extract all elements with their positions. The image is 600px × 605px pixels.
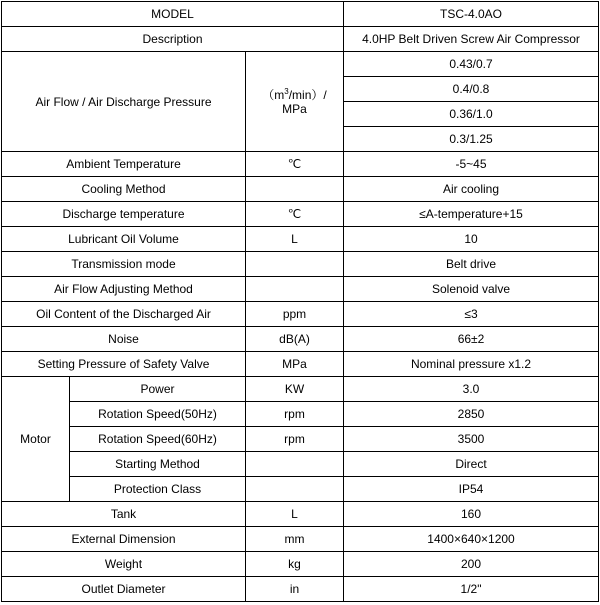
motor-sub-label: Starting Method [70, 452, 246, 477]
spec-label: Lubricant Oil Volume [2, 227, 246, 252]
motor-sub-unit: rpm [246, 402, 344, 427]
spec-row [2, 327, 599, 352]
spec-row [2, 227, 599, 252]
spec-row [2, 352, 599, 377]
spec-value: 1/2" [344, 577, 599, 602]
spec-label: Transmission mode [2, 252, 246, 277]
motor-sub-value: Direct [344, 452, 599, 477]
airflow-unit-sup: 3 [284, 86, 289, 96]
spec-unit [246, 277, 344, 302]
motor-row [2, 427, 599, 452]
motor-sub-unit [246, 477, 344, 502]
spec-value: Solenoid valve [344, 277, 599, 302]
spec-unit: dB(A) [246, 327, 344, 352]
spec-unit: ℃ [246, 202, 344, 227]
spec-unit: kg [246, 552, 344, 577]
motor-sub-label: Rotation Speed(60Hz) [70, 427, 246, 452]
motor-row [2, 377, 599, 402]
spec-row [2, 277, 599, 302]
spec-row [2, 252, 599, 277]
spec-value: 160 [344, 502, 599, 527]
motor-sub-label: Rotation Speed(50Hz) [70, 402, 246, 427]
spec-unit: L [246, 502, 344, 527]
motor-sub-label: Protection Class [70, 477, 246, 502]
airflow-value: 0.43/0.7 [344, 52, 599, 77]
spec-unit: ppm [246, 302, 344, 327]
spec-row [2, 502, 599, 527]
motor-label: Motor [2, 377, 70, 502]
spec-label: Cooling Method [2, 177, 246, 202]
spec-label: Discharge temperature [2, 202, 246, 227]
spec-row [2, 577, 599, 602]
motor-sub-unit: rpm [246, 427, 344, 452]
spec-row [2, 527, 599, 552]
spec-value: ≤A-temperature+15 [344, 202, 599, 227]
spec-table [1, 1, 599, 602]
spec-value: -5~45 [344, 152, 599, 177]
spec-unit: L [246, 227, 344, 252]
spec-label: Setting Pressure of Safety Valve [2, 352, 246, 377]
spec-label: Oil Content of the Discharged Air [2, 302, 246, 327]
spec-label: Ambient Temperature [2, 152, 246, 177]
motor-sub-unit: KW [246, 377, 344, 402]
spec-value: 200 [344, 552, 599, 577]
airflow-unit-line2: MPa [282, 101, 307, 116]
model-label: MODEL [2, 2, 344, 27]
spec-label: Tank [2, 502, 246, 527]
spec-unit: ℃ [246, 152, 344, 177]
motor-sub-value: IP54 [344, 477, 599, 502]
spec-value: 10 [344, 227, 599, 252]
airflow-unit [246, 52, 344, 152]
motor-row [2, 402, 599, 427]
spec-unit [246, 177, 344, 202]
spec-label: Outlet Diameter [2, 577, 246, 602]
motor-row [2, 477, 599, 502]
airflow-unit-prefix: （m [262, 87, 285, 102]
airflow-unit-suffix: /min）/ [288, 87, 327, 102]
spec-row [2, 202, 599, 227]
motor-sub-label: Power [70, 377, 246, 402]
spec-value: Nominal pressure x1.2 [344, 352, 599, 377]
spec-row [2, 552, 599, 577]
airflow-value: 0.36/1.0 [344, 102, 599, 127]
spec-unit [246, 252, 344, 277]
spec-value: Air cooling [344, 177, 599, 202]
airflow-value: 0.4/0.8 [344, 77, 599, 102]
spec-label: External Dimension [2, 527, 246, 552]
spec-label: Weight [2, 552, 246, 577]
motor-sub-value: 3500 [344, 427, 599, 452]
motor-sub-value: 3.0 [344, 377, 599, 402]
spec-label: Air Flow Adjusting Method [2, 277, 246, 302]
spec-row [2, 302, 599, 327]
airflow-row [2, 52, 599, 77]
spec-unit: mm [246, 527, 344, 552]
spec-value: Belt drive [344, 252, 599, 277]
description-row [2, 27, 599, 52]
model-value: TSC-4.0AO [344, 2, 599, 27]
spec-row [2, 152, 599, 177]
description-label: Description [2, 27, 344, 52]
airflow-value: 0.3/1.25 [344, 127, 599, 152]
model-row [2, 2, 599, 27]
motor-sub-value: 2850 [344, 402, 599, 427]
spec-value: 1400×640×1200 [344, 527, 599, 552]
description-value: 4.0HP Belt Driven Screw Air Compressor [344, 27, 599, 52]
spec-value: 66±2 [344, 327, 599, 352]
spec-unit: in [246, 577, 344, 602]
spec-value: ≤3 [344, 302, 599, 327]
motor-row [2, 452, 599, 477]
spec-row [2, 177, 599, 202]
motor-sub-unit [246, 452, 344, 477]
airflow-label: Air Flow / Air Discharge Pressure [2, 52, 246, 152]
spec-label: Noise [2, 327, 246, 352]
spec-unit: MPa [246, 352, 344, 377]
